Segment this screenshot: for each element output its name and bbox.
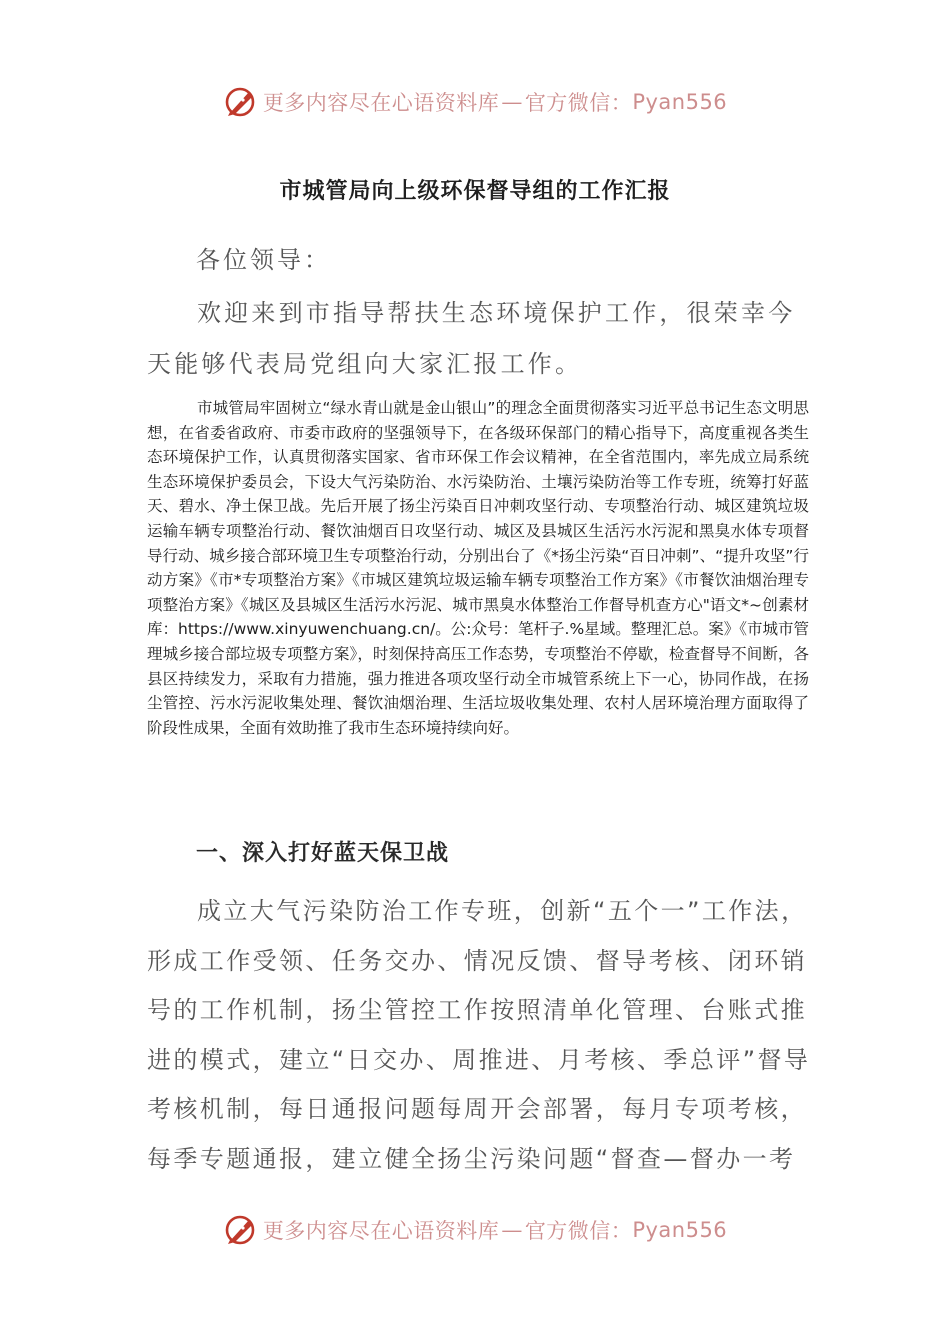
intro-paragraph: 欢迎来到市指导帮扶生态环境保护工作，很荣幸今天能够代表局党组向大家汇报工作。 bbox=[147, 299, 796, 378]
banner-contact-label: 官方微信： bbox=[524, 1219, 633, 1243]
section-heading: 一、深入打好蓝天保卫战 bbox=[196, 841, 450, 866]
banner-contact-id: Pyan556 bbox=[632, 1218, 728, 1242]
banner-text: 更多内容尽在心语资料库 bbox=[262, 1219, 500, 1243]
banner-separator: — bbox=[501, 90, 523, 114]
section-body-paragraph: 成立大气污染防治工作专班，创新“五个一”工作法，形成工作受领、任务交办、情况反馈、督导考核、闭环销号的工作机制，扬尘管控工作按照清单化管理、台账式推进的模式，建立“日交办、周推进、月考核、季总评”督导考核机制，每日通报问题每周开会部署，每月专项考核，每季专题通报，建立健全扬尘污染问题“督查—督办一考 bbox=[147, 897, 811, 1173]
footer-banner bbox=[0, 1210, 950, 1250]
document-title: 市城管局向上级环保督导组的工作汇报 bbox=[279, 179, 671, 204]
banner-contact-id: Pyan556 bbox=[632, 90, 728, 114]
greeting: 各位领导： bbox=[196, 246, 331, 274]
banner-separator: — bbox=[501, 1218, 523, 1242]
pen-nib-logo-icon bbox=[223, 1212, 259, 1248]
header-banner bbox=[0, 82, 950, 122]
summary-paragraph: 市城管局牢固树立“绿水青山就是金山银山”的理念全面贯彻落实习近平总书记生态文明思想，在省委省政府、市委市政府的坚强领导下，在各级环保部门的精心指导下，高度重视各类生态环境保护工作，认真贯彻落实国家、省市环保工作会议精神，在全省范围内，率先成立局系统生态环境保护委员会，下设大气污染防治、水污染防治、土壤污染防治等工作专班，统筹打好蓝天、碧水、净土保卫战。先后开展了扬尘污染百日冲刺攻坚行动、专项整治行动、城区建筑垃圾运输车辆专项整治行动、餐饮油烟百日攻坚行动、城区及县城区生活污水污泥和黑臭水体专项督导行动、城乡接合部环境卫生专项整治行动，分别出台了《*扬尘污染“百日冲刺”、“提升攻坚”行动方案》《市*专项整治方案》《市城区建筑垃圾运输车辆专项整治工作方案》《市餐饮油烟治理专项整治方案》《城区及县城区生活污水污泥、城市黑臭水体整治工作督导机查方心"语文*~创素材库：https://www.xinyuwenchuang.cn/。公:众号：笔杆子.%星域。整理汇总。案》《市城市管理城乡接合部垃圾专项整方案》，时刻保持高压工作态势，专项整治不停歇，检查督导不间断，各县区持续发力，采取有力措施，强力推进各项攻坚行动全市城管系统上下一心，协同作战，在扬尘管控、污水污泥收集处理、餐饮油烟治理、生活垃圾收集处理、农村人居环境治理方面取得了阶段性成果，全面有效助推了我市生态环境持续向好。 bbox=[147, 399, 809, 737]
banner-contact-label: 官方微信： bbox=[524, 91, 633, 115]
banner-text: 更多内容尽在心语资料库 bbox=[262, 91, 500, 115]
pen-nib-logo-icon bbox=[223, 84, 259, 120]
